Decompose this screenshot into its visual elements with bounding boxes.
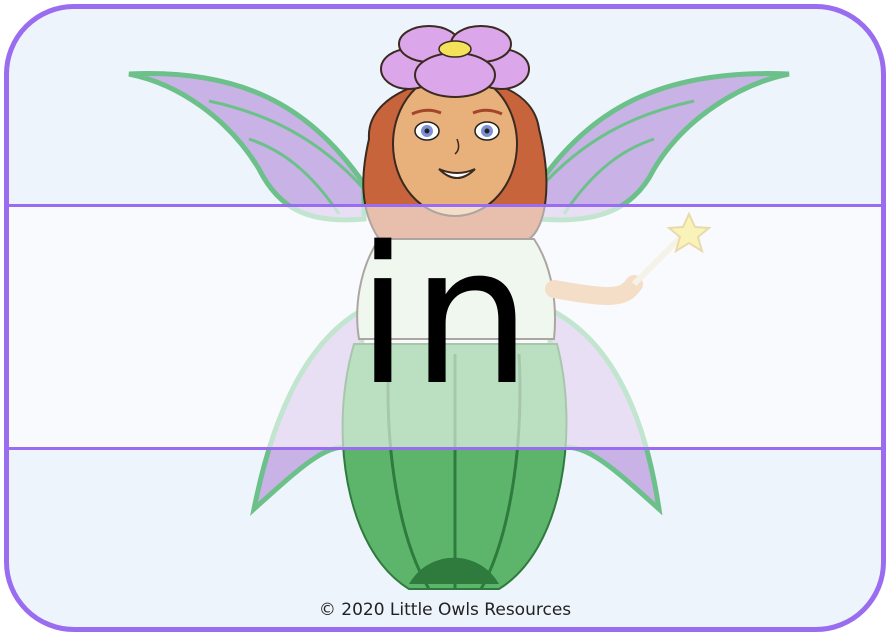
sight-word: in <box>356 206 534 427</box>
copyright-text: © 2020 Little Owls Resources <box>318 600 572 620</box>
word-card <box>4 4 886 632</box>
